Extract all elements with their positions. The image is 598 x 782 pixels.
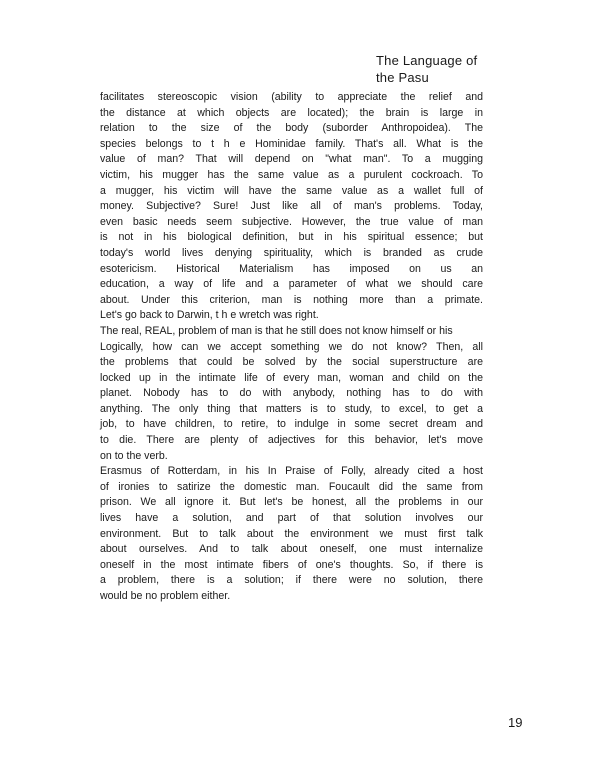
text-line: of ironies to satirize the domestic man. Foucault did the same from <box>100 480 483 493</box>
text-line: education, a way of life and a parameter of what we should care <box>100 278 483 291</box>
text-line: the problems that could be solved by the social superstructure are <box>100 356 483 369</box>
running-header-line-2: the Pasu <box>376 70 429 85</box>
text-line: anything. The only thing that matters is to study, to excel, to get a <box>100 402 483 415</box>
text-line: The real, REAL, problem of man is that he still does not know himself or his <box>100 324 453 337</box>
text-line: value of man? That will depend on "what man". To a mugging <box>100 153 483 166</box>
text-line: prison. We all ignore it. But let's be honest, all the problems in our <box>100 496 483 509</box>
text-line: Logically, how can we accept something we do not know? Then, all <box>100 340 483 353</box>
text-line: facilitates stereoscopic vision (ability to appreciate the relief and <box>100 91 483 103</box>
text-line: the distance at which objects are located); the brain is large in <box>100 106 483 119</box>
text-line: a mugger, his victim will have the same value as a wallet full of <box>100 184 483 197</box>
text-line: Let's go back to Darwin, t h e wretch was right. <box>100 309 319 322</box>
paragraph-1 <box>100 90 483 324</box>
text-line: about ourselves. And to talk about oneself, one must internalize <box>100 543 483 556</box>
text-line: would be no problem either. <box>100 590 231 602</box>
text-line: even basic needs seem subjective. However, the true value of man <box>100 215 483 228</box>
paragraph-3 <box>100 464 483 604</box>
text-line: is not in his biological definition, but in his spiritual essence; but <box>100 231 483 244</box>
text-line: locked up in the intimate life of every man, woman and child on the <box>100 371 483 384</box>
text-line: on to the verb. <box>100 449 168 462</box>
text-line: oneself in the most intimate fibers of one's thoughts. So, if there is <box>100 558 483 571</box>
text-line: today's world lives denying spirituality, which is branded as crude <box>100 246 483 259</box>
body-text <box>100 90 483 605</box>
paragraph-2 <box>100 324 483 464</box>
text-line: to die. There are plenty of adjectives for this behavior, let's move <box>100 434 483 447</box>
text-line: victim, his mugger has the same value as a purulent cockroach. To <box>100 168 483 181</box>
text-line: money. Subjective? Sure! Just like all of man's problems. Today, <box>100 200 483 213</box>
text-line: esotericism. Historical Materialism has imposed on us an <box>100 262 483 275</box>
text-line: planet. Nobody has to do with anybody, nothing has to do with <box>100 387 483 400</box>
text-line: job, to have children, to retire, to indulge in some secret dream and <box>100 418 483 431</box>
text-line: environment. But to talk about the environment we must first talk <box>100 527 483 540</box>
text-line: lives have a solution, and part of that solution involves our <box>100 512 483 525</box>
text-line: species belongs to t h e Hominidae family. That's all. What is the <box>100 137 483 150</box>
text-line: Erasmus of Rotterdam, in his In Praise of Folly, already cited a host <box>100 465 483 478</box>
text-line: about. Under this criterion, man is nothing more than a primate. <box>100 293 483 306</box>
running-header-line-1: The Language of <box>376 53 478 68</box>
text-line: relation to the size of the body (suborder Anthropoidea). The <box>100 122 483 135</box>
running-header <box>376 52 546 86</box>
text-line: a problem, there is a solution; if there were no solution, there <box>100 574 483 587</box>
page-number: 19 <box>508 715 523 730</box>
